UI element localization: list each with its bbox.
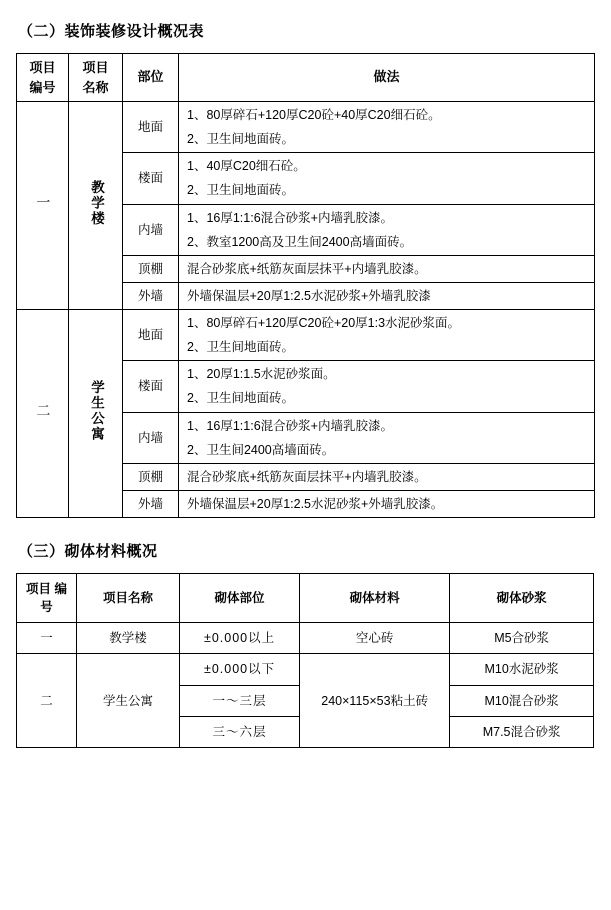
method-line: 1、80厚碎石+120厚C20砼+40厚C20细石砼。 [187,108,441,122]
method-line: 2、教室1200高及卫生间2400高墙面砖。 [187,234,413,249]
header-item-name-line1: 项目 [82,60,109,75]
section-title-masonry: （三）砌体材料概况 [18,543,158,560]
header-item-no-line2: 编号 [40,582,68,615]
masonry-no-1: 一 [17,623,77,654]
part-cell: 楼面 [123,153,179,204]
part-cell: 内墙 [123,204,179,255]
header-item-no-line1: 项目 [29,60,56,75]
method-line: 2、卫生间地面砖。 [187,132,294,147]
method-line: 1、40厚C20细石砼。 [187,159,306,174]
method-cell [179,153,595,204]
masonry-name-1: 教学楼 [77,623,180,654]
method-line: 1、16厚1:1:6混合砂浆+内墙乳胶漆。 [187,418,393,433]
part-cell: 地面 [123,102,179,153]
masonry-mortar-2a: M10水泥砂浆 [450,654,594,685]
part-cell: 外墙 [123,490,179,517]
header-part: 部位 [123,54,179,102]
group-name-2: 学生公寓 [69,310,123,518]
header-masonry-part: 砌体部位 [180,574,300,623]
method-cell [179,282,595,309]
method-cell [179,412,595,463]
masonry-name-2: 学生公寓 [77,654,180,747]
header-item-name [69,54,123,102]
header-item-no-line2: 编号 [29,79,56,95]
table-row [17,623,594,654]
header-masonry-material: 砌体材料 [300,574,450,623]
method-line: 1、20厚1:1.5水泥砂浆面。 [187,367,336,382]
method-line: 外墙保温层+20厚1:2.5水泥砂浆+外墙乳胶漆 [187,288,431,303]
method-line: 混合砂浆底+纸筋灰面层抹平+内墙乳胶漆。 [187,469,427,484]
masonry-material-table [16,573,594,748]
method-cell [179,490,595,517]
header-item-no-line1: 项目 [26,582,52,596]
part-cell: 楼面 [123,361,179,412]
part-cell: 外墙 [123,282,179,309]
method-cell [179,310,595,361]
method-cell [179,463,595,490]
table-row [17,102,595,153]
decoration-design-table [16,53,595,518]
masonry-mortar-2c: M7.5混合砂浆 [450,716,594,747]
header-item-no [17,54,69,102]
method-line: 混合砂浆底+纸筋灰面层抹平+内墙乳胶漆。 [187,261,427,276]
table-header-row [17,54,595,102]
masonry-part-2c: 三～六层 [180,716,300,747]
method-line: 2、卫生间地面砖。 [187,340,294,355]
header-item-name-line2: 名称 [82,79,109,95]
method-line: 2、卫生间地面砖。 [187,391,294,406]
part-cell: 内墙 [123,412,179,463]
method-line: 外墙保温层+20厚1:2.5水泥砂浆+外墙乳胶漆。 [187,496,444,511]
method-line: 2、卫生间地面砖。 [187,183,294,198]
table-row [17,310,595,361]
part-cell: 顶棚 [123,463,179,490]
method-cell [179,361,595,412]
method-cell [179,255,595,282]
header-method: 做法 [179,54,595,102]
masonry-mortar-1: M5合砂浆 [450,623,594,654]
masonry-material-1: 空心砖 [300,623,450,654]
masonry-part-1: ±0.000以上 [180,623,300,654]
masonry-no-2: 二 [17,654,77,747]
masonry-part-2b: 一～三层 [180,685,300,716]
table-row [17,654,594,685]
masonry-mortar-2b: M10混合砂浆 [450,685,594,716]
part-cell: 顶棚 [123,255,179,282]
part-cell: 地面 [123,310,179,361]
method-cell [179,204,595,255]
group-no-1: 一 [17,102,69,310]
header-item-name: 项目名称 [77,574,180,623]
method-line: 1、80厚碎石+120厚C20砼+20厚1:3水泥砂浆面。 [187,316,461,330]
masonry-material-2: 240×115×53粘土砖 [300,654,450,747]
table-header-row [17,574,594,623]
group-no-2: 二 [17,310,69,518]
method-line: 2、卫生间2400高墙面砖。 [187,442,335,457]
header-item-no [17,574,77,623]
header-masonry-mortar: 砌体砂浆 [450,574,594,623]
section-title-decoration: （二）装饰装修设计概况表 [18,23,205,40]
group-name-1: 教学楼 [69,102,123,310]
method-cell [179,102,595,153]
method-line: 1、16厚1:1:6混合砂浆+内墙乳胶漆。 [187,210,393,225]
masonry-part-2a: ±0.000以下 [180,654,300,685]
